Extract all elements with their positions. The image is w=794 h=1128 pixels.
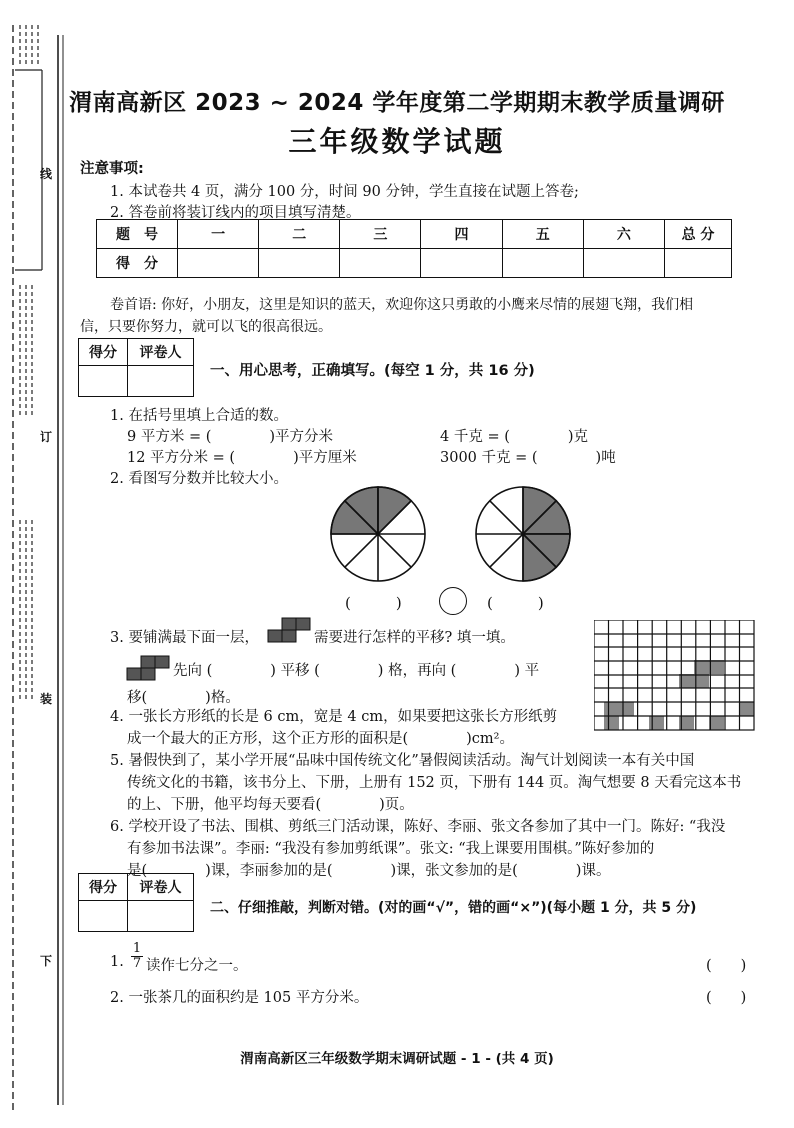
grader-score-label: 得分 — [79, 339, 128, 366]
binding-margin — [0, 0, 70, 1124]
judge-q1-text: 读作七分之一。 — [146, 958, 248, 974]
q3-line-2: 先向 ( ) 平移 ( ) 格，再向 ( ) 平 — [173, 663, 540, 679]
judge-q2-paren[interactable]: ( ) — [706, 990, 747, 1006]
grader-box-2 — [78, 873, 194, 932]
fraction-circles — [320, 484, 580, 586]
translation-grid — [594, 620, 756, 732]
score-header-total: 总 分 — [665, 220, 732, 249]
score-header-1: 一 — [178, 220, 259, 249]
q1-a: 9 平方米 = ( )平方分米 — [127, 429, 334, 445]
q2-paren-left[interactable]: ( ) — [345, 594, 402, 612]
binding-char-xia: 下 — [40, 954, 53, 968]
tile-shape-small-icon — [125, 654, 173, 684]
tile-shape-icon — [266, 616, 314, 646]
q3-text-b: 需要进行怎样的平移? 填一填。 — [314, 630, 515, 646]
score-header-6: 六 — [583, 220, 664, 249]
score-header-2: 二 — [259, 220, 340, 249]
binding-char-xian: 线 — [40, 167, 53, 181]
fraction-numerator: 1 — [132, 941, 142, 956]
q2-paren-right[interactable]: ( ) — [487, 594, 544, 612]
intro-line-2: 信，只要你努力，就可以飞的很高很远。 — [80, 319, 332, 335]
q1-c: 12 平方分米 = ( )平方厘米 — [127, 450, 357, 466]
score-row-label: 得 分 — [97, 249, 178, 278]
score-header-4: 四 — [421, 220, 502, 249]
judge-q1-num: 1. — [110, 954, 124, 970]
q5-line-1: 5. 暑假快到了，某小学开展“品味中国传统文化”暑假阅读活动。淘气计划阅读一本有关中国 — [110, 753, 695, 769]
grader-name-label: 评卷人 — [128, 339, 194, 366]
intro-line-1: 卷首语: 你好，小朋友，这里是知识的蓝天，欢迎你这只勇敢的小鹰来尽情的展翅飞翔，我们相 — [110, 297, 694, 313]
grader-name-cell[interactable] — [128, 901, 194, 932]
grader-score-label: 得分 — [79, 874, 128, 901]
score-cell[interactable] — [259, 249, 340, 278]
score-cell[interactable] — [502, 249, 583, 278]
q5-line-2: 传统文化的书籍，该书分上、下册，上册有 152 页，下册有 144 页。淘气想要 8 天看完这本书 — [127, 775, 742, 791]
binding-char-ding: 订 — [40, 430, 53, 444]
score-header-label: 题 号 — [97, 220, 178, 249]
page-footer: 渭南高新区三年级数学期末调研试题 - 1 - (共 4 页) — [240, 1051, 554, 1067]
score-table — [96, 219, 732, 278]
section2-heading: 二、仔细推敲，判断对错。(对的画“√”，错的画“×”)(每小题 1 分，共 5 分) — [210, 900, 697, 916]
judge-q2-text: 2. 一张茶几的面积约是 105 平方分米。 — [110, 990, 369, 1006]
score-cell[interactable] — [421, 249, 502, 278]
grader-name-label: 评卷人 — [128, 874, 194, 901]
compare-circle[interactable] — [439, 587, 467, 615]
q3-line-3: 移( )格。 — [127, 690, 240, 706]
section1-heading: 一、用心思考，正确填写。(每空 1 分，共 16 分) — [210, 363, 535, 379]
fraction-one-seventh — [131, 942, 143, 971]
grader-name-cell[interactable] — [128, 366, 194, 397]
q5-line-3: 的上、下册，他平均每天要看( )页。 — [127, 797, 414, 813]
q1-text: 1. 在括号里填上合适的数。 — [110, 408, 288, 424]
score-header-3: 三 — [340, 220, 421, 249]
binding-char-zhuang: 装 — [40, 692, 53, 706]
notes-item-1: 1. 本试卷共 4 页，满分 100 分，时间 90 分钟，学生直接在试题上答卷; — [110, 184, 579, 200]
q1-d: 3000 千克 = ( )吨 — [440, 450, 616, 466]
q6-line-3: 是( )课，李丽参加的是( )课，张文参加的是( )课。 — [127, 863, 611, 879]
exam-subtitle: 三年级数学试题 — [288, 125, 506, 158]
q1-b: 4 千克 = ( )克 — [440, 429, 589, 445]
notes-heading: 注意事项: — [80, 161, 144, 177]
judge-q1-paren[interactable]: ( ) — [706, 958, 747, 974]
binding-lines — [0, 0, 70, 1124]
score-cell[interactable] — [583, 249, 664, 278]
score-header-5: 五 — [502, 220, 583, 249]
fraction-denominator: 7 — [132, 956, 142, 971]
q6-line-1: 6. 学校开设了书法、围棋、剪纸三门活动课，陈好、李丽、张文各参加了其中一门。陈好: “我没 — [110, 819, 726, 835]
grader-score-cell[interactable] — [79, 366, 128, 397]
exam-title: 渭南高新区 2023 ~ 2024 学年度第二学期期末教学质量调研 — [69, 90, 725, 116]
notes-item-2: 2. 答卷前将装订线内的项目填写清楚。 — [110, 205, 361, 221]
q3-text-a: 3. 要铺满最下面一层， — [110, 630, 259, 646]
score-cell[interactable] — [665, 249, 732, 278]
score-cell[interactable] — [340, 249, 421, 278]
grader-box-1 — [78, 338, 194, 397]
q6-line-2: 有参加书法课”。李丽: “我没有参加剪纸课”。张文: “我上课要用围棋。”陈好参加的 — [127, 841, 655, 857]
grader-score-cell[interactable] — [79, 901, 128, 932]
score-cell[interactable] — [178, 249, 259, 278]
q2-text: 2. 看图写分数并比较大小。 — [110, 471, 288, 487]
q4-line-2: 成一个最大的正方形，这个正方形的面积是( )cm²。 — [127, 731, 514, 747]
q4-line-1: 4. 一张长方形纸的长是 6 cm，宽是 4 cm，如果要把这张长方形纸剪 — [110, 709, 558, 725]
